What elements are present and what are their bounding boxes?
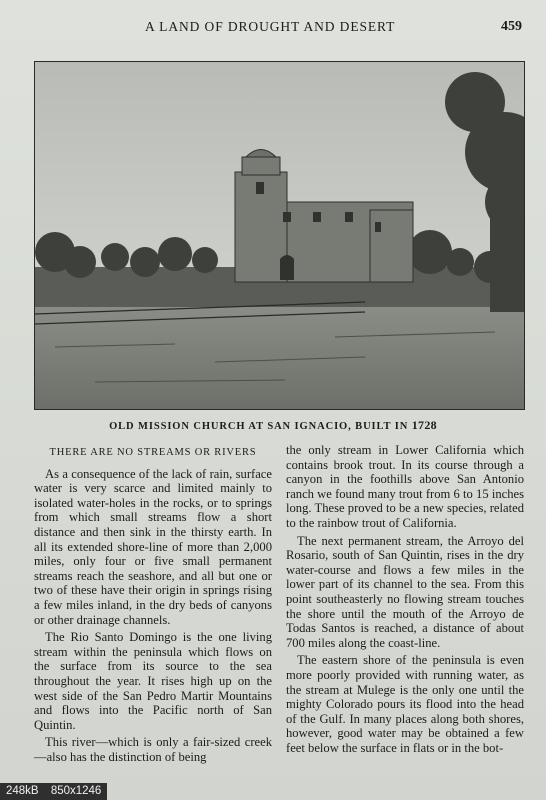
file-size: 248kB: [6, 785, 39, 797]
left-column: [34, 443, 272, 764]
paragraph: This river—which is only a fair-sized creek—also has the distinction of being: [34, 735, 272, 764]
caption-text: OLD MISSION CHURCH AT SAN IGNACIO, BUILT IN: [109, 421, 409, 432]
mission-church-photograph: [34, 61, 525, 410]
paragraph: As a consequence of the lack of rain, surface water is very scarce and limited mainly to isolated water-holes in the rocks, or to springs from which small streams flow a short distance and then sink in the thirsty earth. In all its extended shore-line of more than 2,000 miles, only four or five small permanent streams reach the seashore, and all but one or two of these have their origin in springs rising a few miles inland, in the dry beds of canyons or other drainage channels.: [34, 466, 272, 627]
image-dimensions: 850x1246: [50, 785, 102, 797]
image-info-overlay: [0, 783, 107, 800]
paragraph: The next permanent stream, the Arroyo del Rosario, south of San Quintin, rises in the dry water-course and flows a few miles in the lower part of its channel to the sea. From this point southeasterly no flowing stream touches the shore until the mouth of the Arroyo de Todas Santos is reached, a distance of about 700 miles along the coast-line.: [286, 533, 524, 650]
section-heading: THERE ARE NO STREAMS OR RIVERS: [49, 447, 257, 458]
paragraph: The Rio Santo Domingo is the one living stream within the peninsula which flows on the surface from its source to the sea throughout the year. It rises high up on the west side of the San Pedro Martir Mountains and flows into the Pacific north of San Quintin.: [34, 630, 272, 732]
running-head: A LAND OF DROUGHT AND DESERT: [145, 19, 396, 34]
paragraph: The eastern shore of the peninsula is even more poorly provided with running water, as the stream at Mulege is the only one until the mighty Colorado pours its flood into the head of the Gulf. In many places along both shores, however, good water may be obtained a few feet below the surface in flats or in the bot-: [286, 653, 524, 755]
photo-caption: [0, 418, 546, 433]
page-number: 459: [501, 19, 522, 34]
right-column: [286, 443, 524, 755]
paragraph: the only stream in Lower California which contains brook trout. In its course through a canyon in the foothills above San Antonio ranch we found many trout from 6 to 15 inches long. These proved to be a new species, related to the rainbow trout of California.: [286, 443, 524, 530]
caption-year: 1728: [411, 418, 437, 432]
